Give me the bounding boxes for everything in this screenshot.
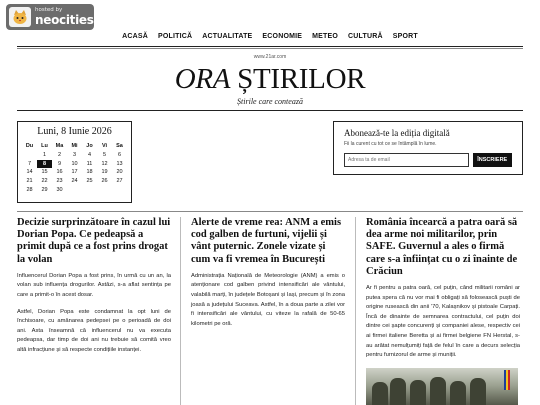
nav-item-sport[interactable]: SPORT: [392, 33, 418, 40]
calendar-day[interactable]: 7: [27, 160, 32, 167]
badge-brand-text: neocities: [35, 12, 94, 27]
romanian-flag-icon: [504, 370, 510, 390]
nav-divider-thin: [17, 48, 523, 49]
calendar-day[interactable]: 28: [26, 186, 33, 193]
article-photo-soldiers[interactable]: [366, 368, 518, 405]
calendar-grid: [22, 142, 127, 195]
calendar-weekday: Du: [25, 143, 34, 149]
newsletter-email-input[interactable]: [344, 153, 469, 167]
calendar-day[interactable]: 20: [116, 169, 123, 176]
calendar-day[interactable]: 25: [86, 178, 93, 185]
article-dorian-popa: [17, 217, 171, 363]
calendar-weekday: Sa: [116, 143, 123, 149]
article-headline[interactable]: Alerte de vreme rea: ANM a emis cod galben de furtuni, vijelii și vânt puternic. Zonele vizate și cum va fi vremea în București: [191, 217, 342, 265]
calendar-day[interactable]: 19: [101, 169, 108, 176]
masthead-part-ora: ORA: [174, 63, 231, 95]
cat-icon: [9, 7, 31, 27]
calendar-date-title: Luni, 8 Iunie 2026: [37, 126, 112, 137]
site-masthead[interactable]: [0, 63, 540, 96]
calendar-day[interactable]: 14: [26, 169, 33, 176]
calendar-day[interactable]: 17: [71, 169, 78, 176]
calendar-day-today[interactable]: 8: [37, 160, 52, 169]
calendar-weekday: Lu: [41, 143, 48, 149]
masthead-part-stirilor: ȘTIRILOR: [237, 63, 366, 95]
calendar-widget: [17, 121, 132, 203]
calendar-day[interactable]: 4: [87, 151, 92, 158]
article-headline[interactable]: România încearcă a patra oară să dea arme noi militarilor, prin SAFE. Guvernul a ales o firmă care s-a înființat cu o zi înainte de Crăciun: [366, 217, 518, 277]
site-url: www.21ar.com: [253, 54, 287, 60]
article-paragraph: Astfel, Dorian Popa este condamnat la opt luni de închisoare, cu amânarea pedepsei pe o perioadă de doi ani. Asta înseamnă că influencerul nu va executa pedeapsa, dar timp de doi ani nu trebuie să comită vreo altă infracțiune și să respecte condițiile instanței.: [17, 308, 171, 353]
column-separator: [180, 217, 181, 405]
calendar-day[interactable]: 30: [56, 186, 63, 193]
calendar-day: [112, 186, 127, 195]
soldier-figure: [470, 378, 486, 405]
calendar-day[interactable]: 2: [57, 151, 62, 158]
calendar-day: [82, 186, 97, 195]
calendar-day: [22, 151, 37, 160]
calendar-day[interactable]: 26: [101, 178, 108, 185]
calendar-weekday: Jo: [86, 143, 93, 149]
soldier-figure: [390, 378, 406, 405]
calendar-day: [67, 186, 82, 195]
article-headline[interactable]: Decizie surprinzătoare în cazul lui Dorian Popa. Ce pedeapsă a primit după ce a fost prins drogat la volan: [17, 217, 171, 265]
newsletter-title: Abonează-te la ediția digitală: [344, 128, 450, 138]
nav-item-meteo[interactable]: METEO: [312, 33, 339, 40]
article-paragraph: Administrația Națională de Meteorologie (ANM) a emis o atenționare cod galben privind intensificări ale vântului, valabilă marți, în județele Botoșani și Iași, precum și în zona joasă a județului Suceava. Astfel, în a doua parte a zilei vor fi intensificări ale vântului, cu viteze la rafală de 50-65 kilometri pe oră.: [191, 272, 345, 327]
calendar-day[interactable]: 22: [41, 178, 48, 185]
calendar-day: [97, 186, 112, 195]
calendar-day[interactable]: 15: [41, 169, 48, 176]
newsletter-box: [333, 121, 523, 175]
calendar-weekday: Vi: [101, 143, 108, 149]
main-nav: [0, 33, 540, 40]
newsletter-subtitle: Fii la curent cu tot ce se întâmplă în lume.: [344, 141, 437, 147]
calendar-day[interactable]: 10: [71, 160, 78, 167]
calendar-day[interactable]: 27: [116, 178, 123, 185]
article-safe-weapons: [366, 217, 520, 405]
nav-item-economie[interactable]: ECONOMIE: [262, 33, 303, 40]
calendar-day[interactable]: 11: [86, 160, 93, 167]
article-paragraph: Influencerul Dorian Popa a fost prins, în urmă cu un an, la volan sub influența drogurilor. Astăzi, s-a aflat sentința pe care a primit-o în acest dosar.: [17, 272, 171, 298]
article-paragraph: Ar fi pentru a patra oară, cel puțin, când militarii români ar putea spera că nu vor mai fi obligați să folosească puști de origine rusească din anii '70, Kalașnikov și pistoale Carpați. Încă de dinainte de semnarea contractului, cel puțin doi dintre cei șapte concurenți și companiei alese, respectiv cei ai firmei italiene Beretta și ai firmei belgiene FN Herstal, s-au arătat nemulțumiți față de felul în care a decurs selecția pentru furnizorul de arme și muniții.: [366, 285, 520, 359]
column-separator: [355, 217, 356, 405]
article-anm-alert: [191, 217, 345, 336]
calendar-day[interactable]: 9: [57, 160, 62, 167]
calendar-weekday: Ma: [55, 143, 64, 149]
nav-item-politica[interactable]: POLITICĂ: [158, 33, 193, 40]
badge-hosted-by-text: hosted by: [35, 7, 63, 14]
nav-divider: [17, 46, 523, 47]
calendar-day[interactable]: 5: [102, 151, 107, 158]
nav-item-actualitate[interactable]: ACTUALITATE: [202, 33, 253, 40]
hosted-by-neocities-badge[interactable]: [6, 4, 94, 30]
soldier-figure: [430, 377, 446, 405]
calendar-day[interactable]: 3: [72, 151, 77, 158]
calendar-day[interactable]: 29: [41, 186, 48, 193]
calendar-day[interactable]: 24: [71, 178, 78, 185]
site-tagline: Știrile care contează: [237, 97, 303, 106]
calendar-day[interactable]: 13: [116, 160, 123, 167]
nav-item-acasa[interactable]: ACASĂ: [122, 33, 148, 40]
calendar-day[interactable]: 21: [26, 178, 33, 185]
soldier-figure: [372, 382, 388, 405]
calendar-day[interactable]: 16: [56, 169, 63, 176]
articles-divider: [17, 211, 523, 212]
calendar-weekday: Mi: [71, 143, 78, 149]
soldier-figure: [450, 381, 466, 405]
newsletter-subscribe-button[interactable]: ÎNSCRIERE: [473, 153, 513, 167]
nav-item-cultura[interactable]: CULTURĂ: [348, 33, 383, 40]
calendar-day[interactable]: 18: [86, 169, 93, 176]
calendar-day[interactable]: 23: [56, 178, 63, 185]
calendar-day[interactable]: 1: [42, 151, 47, 158]
masthead-divider: [17, 110, 523, 111]
calendar-day[interactable]: 6: [117, 151, 122, 158]
calendar-day[interactable]: 12: [101, 160, 108, 167]
soldier-figure: [410, 380, 426, 405]
